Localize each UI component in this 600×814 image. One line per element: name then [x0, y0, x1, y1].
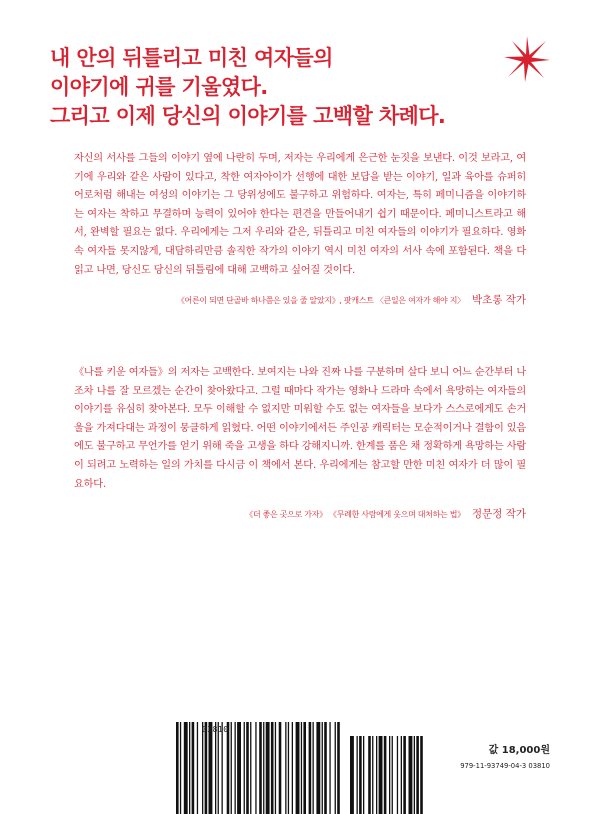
barcode-bar — [329, 722, 330, 814]
barcode-addon-bar — [416, 736, 419, 814]
barcode-bar — [184, 722, 188, 814]
barcode-addon-bar — [403, 736, 406, 814]
attribution-author: 박초롱 작가 — [471, 294, 526, 307]
barcode-bar — [324, 722, 327, 814]
barcode-bar — [222, 722, 223, 814]
barcode-bar — [180, 722, 181, 814]
barcode-addon-bar — [409, 736, 413, 814]
barcode-bar — [231, 722, 232, 814]
barcode-bar — [197, 722, 198, 814]
eight-point-star-icon — [504, 36, 550, 82]
barcode-bar — [235, 722, 236, 814]
barcode-bar — [244, 722, 245, 814]
barcode-bar — [255, 722, 256, 814]
isbn-barcode — [174, 722, 426, 814]
barcode-bar — [322, 722, 323, 814]
blurb-jung — [74, 364, 526, 521]
barcode-bar — [279, 722, 282, 814]
barcode-bar — [202, 722, 203, 814]
isbn-number: 979-11-93749-04-3 03810 — [460, 762, 550, 770]
blurb-attribution — [74, 502, 526, 521]
headline — [50, 44, 510, 131]
barcode-addon-bar — [357, 736, 358, 814]
barcode-bar — [275, 722, 276, 814]
headline-line-3: 그리고 이제 당신의 이야기를 고백할 차례다. — [50, 104, 446, 128]
blurb-text: 《나를 키운 여자들》의 저자는 고백한다. 보여지는 나와 진짜 나를 구분하며 살다 보니 어느 순간부터 나조차 나를 잘 모르겠는 순간이 찾아왔다고. 그럴 때마다 작가는 영화나 드라마 속에서 욕망하는 여자들의 이야기를 유심히 찾아본다. 모두 이해할 수 없지만 미워할 수도 없는 여자들을 보다가 스스로에게도 손거울을 가져다대는 과정이 뭉클하게 읽혔다. 어떤 이야기에서든 주인공 캐릭터는 모순적이거나 결함이 있음에도 불구하고 무언가를 얻기 위해 죽을 고생을 하다 강해지니까. 한계를 품은 채 정확하게 욕망하는 사람이 되려고 노력하는 일의 가치를 다시금 이 책에서 본다. 우리에게는 참고할 만한 미친 여자가 더 많이 필요하다. — [74, 367, 526, 490]
attribution-author: 정문정 작가 — [471, 508, 526, 521]
barcode-bar — [250, 722, 251, 814]
barcode-bar — [218, 722, 219, 814]
barcode-addon-number: 03810 — [202, 725, 229, 734]
barcode-addon-bar — [372, 736, 373, 814]
barcode-addon-bar — [368, 736, 371, 814]
barcode-bar — [271, 722, 274, 814]
barcode-bar — [189, 722, 190, 814]
barcode-bar — [285, 722, 286, 814]
headline-line-1: 내 안의 뒤틀리고 미친 여자들의 — [50, 46, 333, 70]
barcode-bar — [313, 722, 314, 814]
barcode-bar — [215, 722, 216, 814]
barcode-addon-bar — [363, 736, 364, 814]
barcode-bar — [209, 722, 213, 814]
barcode-addon-bar — [350, 736, 354, 814]
barcode-addon-bar — [397, 736, 398, 814]
blurb-attribution — [74, 288, 526, 307]
barcode-addon-bar — [414, 736, 415, 814]
price: 값 18,000원 — [488, 745, 550, 756]
barcode-bar — [316, 722, 320, 814]
barcode-addon-bar — [376, 736, 377, 814]
barcode-addon-bar — [420, 736, 423, 814]
attribution-books: 《어른이 되면 단골바 하나쯤은 있을 줄 알았지》, 팟캐스트 〈큰일은 여자가 해야 지〉 — [176, 296, 465, 306]
barcode-bar — [237, 722, 241, 814]
barcode-bar — [335, 722, 336, 814]
barcode-bar — [176, 722, 179, 814]
barcode-addon-bar — [401, 736, 402, 814]
barcode-bar — [301, 722, 302, 814]
barcode-bar — [303, 722, 306, 814]
barcode-bar — [246, 722, 249, 814]
barcode-bar — [292, 722, 293, 814]
barcode-bar — [259, 722, 262, 814]
barcode-bar — [205, 722, 208, 814]
barcode-bar — [227, 722, 230, 814]
barcode-bar — [296, 722, 300, 814]
barcode-addon-bar — [379, 736, 383, 814]
blurb-text: 자신의 서사를 그들의 이야기 옆에 나란히 두며, 저자는 우리에게 은근한 눈짓을 보낸다. 이것 보라고, 여기에 우리와 같은 사람이 있다고, 착한 여자아이가 선행에 대한 보답을 받는 이야기, 일과 육아를 슈퍼히어로처럼 해내는 여성의 이야기는 그 당위성에도 불구하고 위험하다. 여자는, 특히 페미니즘을 이야기하는 여자는 착하고 무결하며 능력이 있어야 한다는 편견을 만들어내기 쉽기 때문이다. 페미니스트라고 해서, 완벽할 필요는 없다. 우리에게는 그저 우리와 같은, 뒤틀리고 미친 여자들의 이야기가 필요하다. 영화 속 여자들 못지않게, 대담하리만큼 솔직한 작가의 이야기 역시 미친 여자의 서사 속에 포함된다. 책을 다 읽고 나면, 당신도 당신의 뒤틀림에 대해 고백하고 싶어질 것이다. — [74, 153, 526, 276]
barcode-bar — [288, 722, 289, 814]
barcode-addon-bar — [389, 736, 390, 814]
headline-line-2: 이야기에 귀를 기울였다. — [50, 75, 268, 99]
barcode-bar — [309, 722, 312, 814]
attribution-books: 《더 좋은 곳으로 가자》 《무례한 사람에게 웃으며 대처하는 법》 — [245, 510, 465, 520]
blurb-choi — [74, 150, 526, 307]
barcode-bar — [263, 722, 264, 814]
barcode-bar — [192, 722, 195, 814]
barcode-bar — [266, 722, 270, 814]
barcode-addon-bar — [384, 736, 387, 814]
barcode-bar — [337, 722, 340, 814]
barcode-addon-bar — [392, 736, 393, 814]
barcode-addon-bar — [359, 736, 362, 814]
